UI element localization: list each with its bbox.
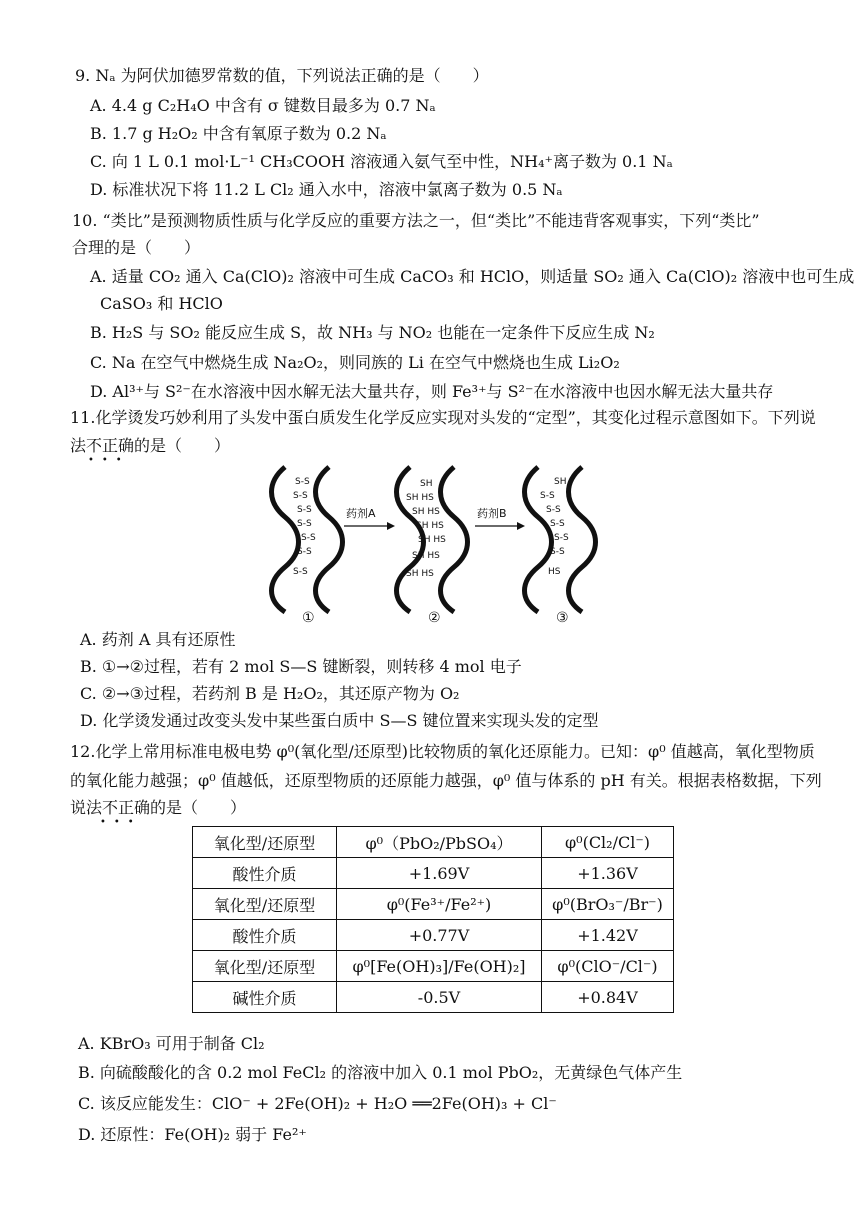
bond-label: S-S <box>297 519 312 529</box>
table-cell: +1.42V <box>542 920 674 951</box>
table-cell: 氧化型/还原型 <box>193 951 337 982</box>
q12-option-b: B. 向硫酸酸化的含 0.2 mol FeCl₂ 的溶液中加入 0.1 mol PbO₂，无黄绿色气体产生 <box>78 1063 683 1082</box>
q9-option-d: D. 标准状况下将 11.2 L Cl₂ 通入水中，溶液中氯离子数为 0.5 Nₐ <box>90 180 563 199</box>
reagent-b-label: 药剂B <box>477 507 507 520</box>
q12-option-a: A. KBrO₃ 可用于制备 Cl₂ <box>78 1034 265 1053</box>
thiol-label: SH HS <box>406 569 434 579</box>
thiol-label: SH HS <box>418 535 446 545</box>
thiol-label: SH <box>420 479 433 489</box>
table-row <box>193 982 674 1013</box>
thiol-label: SH HS <box>416 521 444 531</box>
q12-option-d: D. 还原性：Fe(OH)₂ 弱于 Fe²⁺ <box>78 1125 307 1144</box>
table-row <box>193 889 674 920</box>
thiol-label: SH <box>554 477 567 487</box>
thiol-label: SH HS <box>406 493 434 503</box>
table-cell: +1.36V <box>542 858 674 889</box>
table-cell: φ⁰(Cl₂/Cl⁻) <box>542 827 674 858</box>
q10-stem-line1: 10. “类比”是预测物质性质与化学反应的重要方法之一，但“类比”不能违背客观事实，下列“类比” <box>72 211 760 230</box>
q12-stem-line2: 的氧化能力越强；φ⁰ 值越低，还原型物质的还原能力越强，φ⁰ 值与体系的 pH 有关。根据表格数据，下列 <box>70 771 822 790</box>
bond-label: S-S <box>297 547 312 557</box>
thiol-label: SH HS <box>412 551 440 561</box>
diagram-label-3: ③ <box>556 610 569 626</box>
table-row <box>193 827 674 858</box>
q10-option-c: C. Na 在空气中燃烧生成 Na₂O₂，则同族的 Li 在空气中燃烧也生成 Li₂O₂ <box>90 353 620 372</box>
perm-diagram <box>262 462 607 627</box>
q11-stem-line1: 11.化学烫发巧妙利用了头发中蛋白质发生化学反应实现对头发的“定型”，其变化过程示意图如下。下列说 <box>70 408 816 427</box>
bond-label: S-S <box>295 477 310 487</box>
potential-table <box>192 826 674 1013</box>
bond-label: S-S <box>293 567 308 577</box>
table-cell: 氧化型/还原型 <box>193 827 337 858</box>
q9-stem: 9. Nₐ 为阿伏加德罗常数的值，下列说法正确的是（ ） <box>75 66 489 85</box>
table-cell: 酸性介质 <box>193 920 337 951</box>
table-cell: +1.69V <box>337 858 542 889</box>
bond-label: S-S <box>550 519 565 529</box>
bond-label: S-S <box>293 491 308 501</box>
table-cell: +0.77V <box>337 920 542 951</box>
table-row <box>193 920 674 951</box>
table-cell: 酸性介质 <box>193 858 337 889</box>
bond-label: S-S <box>546 505 561 515</box>
table-cell: φ⁰(ClO⁻/Cl⁻) <box>542 951 674 982</box>
q11-option-c: C. ②→③过程，若药剂 B 是 H₂O₂，其还原产物为 O₂ <box>80 684 460 703</box>
arrow-a-head <box>387 522 395 530</box>
emphasis-dots: ••• <box>88 455 130 466</box>
table-row <box>193 858 674 889</box>
bond-label: S-S <box>554 533 569 543</box>
bond-label: S-S <box>540 491 555 501</box>
q12-stem-line3: 说法不正确的是（ ） <box>70 798 247 817</box>
bond-label: S-S <box>301 533 316 543</box>
table-cell: φ⁰(Fe³⁺/Fe²⁺) <box>337 889 542 920</box>
table-cell: +0.84V <box>542 982 674 1013</box>
q9-option-a: A. 4.4 g C₂H₄O 中含有 σ 键数目最多为 0.7 Nₐ <box>90 96 436 115</box>
q9-option-b: B. 1.7 g H₂O₂ 中含有氧原子数为 0.2 Nₐ <box>90 124 387 143</box>
q10-option-a-line1: A. 适量 CO₂ 通入 Ca(ClO)₂ 溶液中可生成 CaCO₃ 和 HClO，则适量 SO₂ 通入 Ca(ClO)₂ 溶液中也可生成 <box>90 267 855 286</box>
table-cell: 氧化型/还原型 <box>193 889 337 920</box>
q9-option-c: C. 向 1 L 0.1 mol·L⁻¹ CH₃COOH 溶液通入氨气至中性，NH₄⁺离子数为 0.1 Nₐ <box>90 152 673 171</box>
table-cell: φ⁰[Fe(OH)₃]/Fe(OH)₂] <box>337 951 542 982</box>
table-cell: -0.5V <box>337 982 542 1013</box>
helix-1 <box>272 467 343 612</box>
q10-option-d: D. Al³⁺与 S²⁻在水溶液中因水解无法大量共存，则 Fe³⁺与 S²⁻在水溶液中也因水解无法大量共存 <box>90 382 774 401</box>
q11-option-b: B. ①→②过程，若有 2 mol S—S 键断裂，则转移 4 mol 电子 <box>80 657 522 676</box>
q10-stem-line2: 合理的是（ ） <box>72 238 201 257</box>
arrow-b-head <box>517 522 525 530</box>
q11-option-d: D. 化学烫发通过改变头发中某些蛋白质中 S—S 键位置来实现头发的定型 <box>80 711 599 730</box>
q12-option-c: C. 该反应能发生：ClO⁻ + 2Fe(OH)₂ + H₂O ══2Fe(OH)₃ + Cl⁻ <box>78 1094 557 1113</box>
q10-option-b: B. H₂S 与 SO₂ 能反应生成 S，故 NH₃ 与 NO₂ 也能在一定条件下反应生成 N₂ <box>90 323 655 342</box>
bond-label: S-S <box>297 505 312 515</box>
table-cell: φ⁰(BrO₃⁻/Br⁻) <box>542 889 674 920</box>
emphasis-dots: ••• <box>100 817 142 828</box>
q11-stem-line2: 法不正确的是（ ） <box>70 436 231 455</box>
q12-stem-line1: 12.化学上常用标准电极电势 φ⁰(氧化型/还原型)比较物质的氧化还原能力。已知：φ⁰ 值越高，氧化型物质 <box>70 742 815 761</box>
helix-2 <box>397 467 468 612</box>
table-cell: 碱性介质 <box>193 982 337 1013</box>
table-cell: φ⁰（PbO₂/PbSO₄） <box>337 827 542 858</box>
diagram-label-1: ① <box>302 610 315 626</box>
q10-option-a-line2: CaSO₃ 和 HClO <box>100 294 223 313</box>
reagent-a-label: 药剂A <box>346 507 376 520</box>
thiol-label: SH HS <box>412 507 440 517</box>
table-row <box>193 951 674 982</box>
diagram-label-2: ② <box>428 610 441 626</box>
helix-3 <box>525 467 596 612</box>
bond-label: S-S <box>550 547 565 557</box>
q11-option-a: A. 药剂 A 具有还原性 <box>80 630 236 649</box>
thiol-label: HS <box>548 567 561 577</box>
